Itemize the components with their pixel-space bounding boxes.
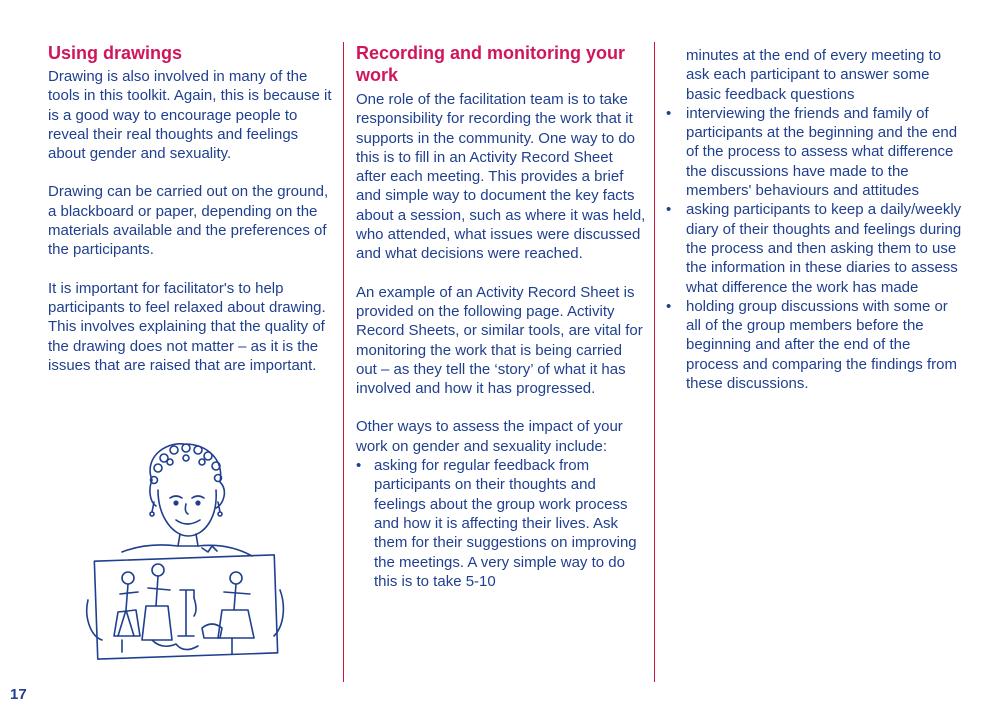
assessment-methods-list-continued [666, 104, 966, 393]
column-recording-monitoring [356, 42, 646, 591]
list-item-text: holding group discussions with some or all of the group members before the beginning and after the end of the process and comparing the findings from these discussions. [686, 297, 957, 393]
assessment-methods-list [356, 456, 646, 591]
column-using-drawings [48, 42, 333, 375]
page-number: 17 [10, 686, 27, 703]
column-continued-list [666, 46, 966, 393]
bullet-icon: • [666, 297, 672, 315]
paragraph: One role of the facilitation team is to take responsibility for recording the work that it supports in the community. One way to do this is to fill in an Activity Record Sheet after each meeting. This provides a brief and simple way to document the key facts about a session, such as where it was held, who attended, what issues were discussed and what decisions were reached. [356, 91, 646, 263]
woman-holding-drawing-illustration [82, 440, 287, 672]
list-item-text: interviewing the friends and family of participants at the beginning and the end of the process to assess what difference the discussions have made to the members' behaviours and attitudes [686, 104, 958, 200]
column-divider-left [343, 42, 344, 682]
paragraph: An example of an Activity Record Sheet is provided on the following page. Activity Record Sheets, or similar tools, are vital for monitoring the work that is being carried out – as they tell the ‘story’ of what it has involved and how it has progressed. [356, 283, 643, 398]
woman-figure-icon [122, 444, 252, 556]
list-item [666, 200, 966, 296]
paragraph: Drawing is also involved in many of the tools in this toolkit. Again, this is because it is a good way to encourage people to reveal their real thoughts and feelings about gender and sexuality. [48, 68, 332, 163]
drawing-board-icon [87, 555, 284, 659]
bullet-icon: • [356, 457, 362, 475]
bullet-icon: • [666, 201, 672, 219]
list-item [666, 104, 966, 200]
column-divider-right [654, 42, 655, 682]
heading-using-drawings: Using drawings [48, 43, 183, 63]
list-item-continuation: minutes at the end of every meeting to ask each participant to answer some basic feedback questions [686, 47, 942, 103]
list-item-text: asking participants to keep a daily/weekly diary of their thoughts and feelings during the process and then asking them to use the information in these diaries to assess what difference the work has made [686, 201, 962, 296]
paragraph: Other ways to assess the impact of your work on gender and sexuality include: [356, 418, 623, 455]
list-item [666, 297, 966, 393]
list-item [356, 456, 646, 591]
paragraph: Drawing can be carried out on the ground, a blackboard or paper, depending on the materials available and the preferences of the participants. [48, 183, 329, 259]
paragraph: It is important for facilitator's to help participants to feel relaxed about drawing. This involves explaining that the quality of the drawing does not matter – as it is the issues that are raised that are important. [48, 279, 326, 374]
bullet-icon: • [666, 104, 672, 122]
heading-recording-monitoring: Recording and monitoring your work [356, 43, 625, 85]
list-item-text: asking for regular feedback from participants on their thoughts and feelings about the group work process and how it is affecting their lives. Ask them for their suggestions on improving the meetings. A very simple way to do this is to take 5-10 [374, 457, 637, 590]
